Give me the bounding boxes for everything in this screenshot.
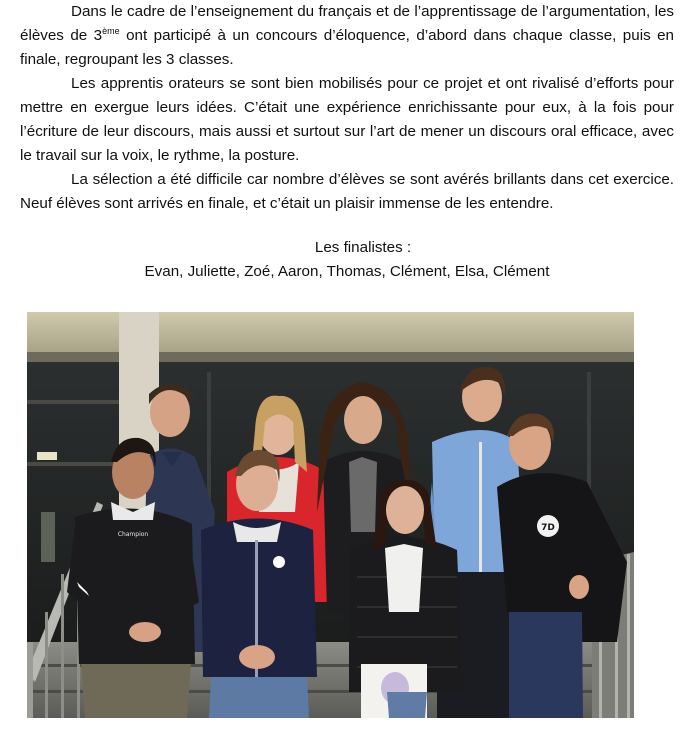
ordinal-superscript: ème bbox=[102, 26, 120, 36]
finalists-names: Evan, Juliette, Zoé, Aaron, Thomas, Clément, Elsa, Clément bbox=[144, 263, 550, 280]
finalists-heading: Les finalistes : bbox=[314, 239, 412, 256]
group-photo-illustration bbox=[27, 312, 634, 718]
sweatshirt-logo: Champion bbox=[117, 531, 149, 538]
paragraph-1-text-end: ont participé à un concours d’éloquence, d’abord dans chaque classe, puis en finale, regroupant les 3 classes. bbox=[20, 27, 674, 68]
paragraph-1 bbox=[20, 0, 674, 72]
article-text bbox=[20, 0, 674, 284]
paragraph-2: Les apprentis orateurs se sont bien mobilisés pour ce projet et ont rivalisé d’efforts pour mettre en exergue leurs idées. C’était une expérience enrichissante pour eux, à la fois pour l’écriture de leur discours, mais aussi et surtout sur l’art de mener un discours oral efficace, avec le travail sur la voix, le rythme, la posture. bbox=[20, 75, 674, 164]
finalists-block bbox=[20, 236, 674, 284]
hoodie-badge-icon bbox=[273, 556, 285, 568]
group-photo bbox=[27, 312, 634, 718]
paragraph-1-text-start: Dans le cadre de l’enseignement du français et de l’apprentissage de l’argumentation, les élèves de 3 bbox=[20, 3, 674, 44]
paragraph-3: La sélection a été difficile car nombre d’élèves se sont avérés brillants dans cet exercice. Neuf élèves sont arrivés en finale, et c’était un plaisir immense de les entendre. bbox=[20, 171, 674, 212]
jacket-logo: 7D bbox=[541, 523, 555, 533]
